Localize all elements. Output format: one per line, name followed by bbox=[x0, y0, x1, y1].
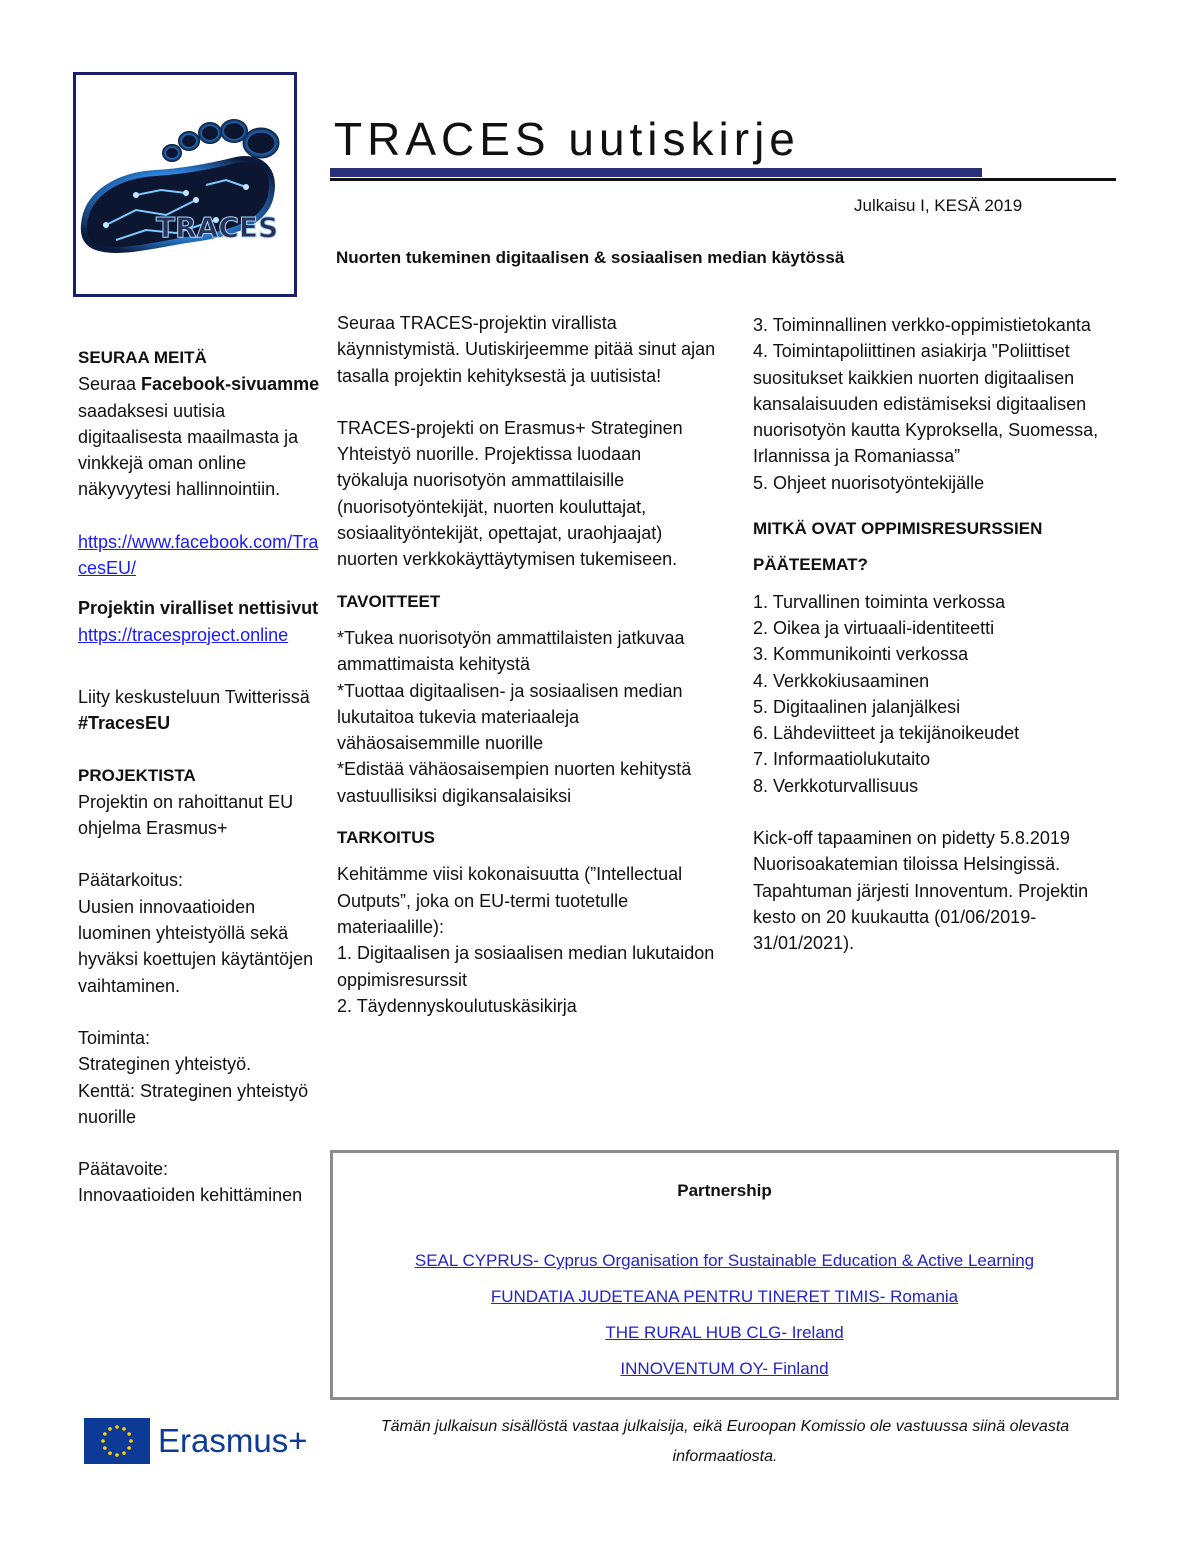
title-accent-bar bbox=[330, 168, 982, 177]
purpose-heading: TARKOITUS bbox=[337, 828, 435, 848]
follow-heading: SEURAA MEITÄ bbox=[78, 348, 207, 367]
themes-heading-2: PÄÄTEEMAT? bbox=[753, 555, 868, 575]
right-column bbox=[753, 312, 1123, 957]
facebook-link[interactable]: https://www.facebook.com/TracesEU/ bbox=[78, 531, 319, 579]
eu-star-icon bbox=[122, 1427, 126, 1431]
title-rule bbox=[330, 178, 1116, 181]
sidebar bbox=[78, 345, 323, 1209]
partner-link-fundatia[interactable]: FUNDATIA JUDETEANA PENTRU TINERET TIMIS- Romania bbox=[490, 1287, 959, 1306]
twitter-text: Liity keskusteluun Twitterissä #TracesEU bbox=[78, 686, 310, 734]
disclaimer: Tämän julkaisun sisällöstä vastaa julkaisija, eikä Euroopan Komissio ole vastuussa siinä olevasta informaatiosta. bbox=[380, 1418, 1070, 1465]
intro-text: Seuraa TRACES-projektin virallista käynnistymistä. Uutiskirjeemme pitää sinut ajan tasalla projektin kehityksestä ja uutisista! bbox=[337, 313, 716, 386]
theme-item: 8. Verkkoturvallisuus bbox=[753, 775, 919, 796]
partner-link-seal-cyprus[interactable]: SEAL CYPRUS- Cyprus Organisation for Sustainable Education & Active Learning bbox=[414, 1251, 1035, 1270]
partner-link-rural-hub[interactable]: THE RURAL HUB CLG- Ireland bbox=[605, 1323, 844, 1342]
theme-item: 4. Verkkokiusaaminen bbox=[753, 670, 930, 691]
facebook-highlight: Facebook-sivuamme bbox=[141, 374, 320, 395]
eu-star-icon bbox=[101, 1439, 105, 1443]
goal-item: *Edistää vähäosaisempien nuorten kehitystä vastuullisiksi digikansalaisiksi bbox=[337, 759, 692, 806]
themes-heading: MITKÄ OVAT OPPIMISRESURSSIEN bbox=[753, 519, 1043, 539]
twitter-hashtag: #TracesEU bbox=[78, 713, 171, 734]
logo-text: TRACES bbox=[156, 211, 279, 244]
about-text: TRACES-projekti on Erasmus+ Strateginen Yhteistyö nuorille. Projektissa luodaan työkaluja nuorisotyön ammattilaisille (nuorisotyöntekijät, nuorten kouluttajat, sosiaalityöntekijät, opettajat, uraohjaajat) nuorten verkkokäyttäytymisen tukemiseen. bbox=[337, 417, 683, 570]
goal-item: *Tukea nuorisotyön ammattilaisten jatkuvaa ammattimaista kehitystä bbox=[337, 627, 685, 675]
main-goal-label: Päätarkoitus: bbox=[78, 870, 184, 891]
eu-star-icon bbox=[127, 1446, 131, 1450]
theme-item: 1. Turvallinen toiminta verkossa bbox=[753, 591, 1006, 612]
newsletter-subtitle: Nuorten tukeminen digitaalisen & sosiaalisen median käytössä bbox=[336, 248, 845, 267]
website-label: Projektin viralliset nettisivut bbox=[78, 598, 319, 619]
theme-item: 3. Kommunikointi verkossa bbox=[753, 644, 969, 665]
output-item: 3. Toiminnallinen verkko-oppimistietokanta bbox=[753, 315, 1091, 335]
output-item: 1. Digitaalisen ja sosiaalisen median lukutaidon oppimisresurssit bbox=[337, 943, 715, 990]
goal-item: *Tuottaa digitaalisen- ja sosiaalisen median lukutaitoa tukevia materiaaleja vähäosaisemmille nuorille bbox=[337, 680, 683, 754]
partnership-title: Partnership bbox=[677, 1181, 772, 1200]
main-aim-label: Päätavoite: bbox=[78, 1159, 169, 1180]
eu-star-icon bbox=[103, 1432, 107, 1436]
website-link[interactable]: https://tracesproject.online bbox=[78, 624, 289, 645]
output-item: 4. Toimintapoliittinen asiakirja ”Poliittiset suositukset kaikkien nuorten digitaalisen kansalaisuuden edistämiseksi digitaalisen nuorisotyön kautta Kyproksella, Suomessa, Irlannissa ja Romaniassa” bbox=[753, 341, 1099, 467]
eu-star-icon bbox=[103, 1446, 107, 1450]
eu-star-icon bbox=[108, 1451, 112, 1455]
output-item: 2. Täydennyskoulutuskäsikirja bbox=[337, 995, 577, 1016]
theme-item: 2. Oikea ja virtuaali-identiteetti bbox=[753, 617, 995, 638]
eu-star-icon bbox=[108, 1427, 112, 1431]
theme-item: 6. Lähdeviitteet ja tekijänoikeudet bbox=[753, 723, 1020, 744]
main-goal-text: Uusien innovaatioiden luominen yhteistyöllä sekä hyväksi koettujen käytäntöjen vaihtaminen. bbox=[78, 896, 314, 996]
newsletter-title: TRACES uutiskirje bbox=[334, 113, 800, 165]
middle-column bbox=[337, 310, 717, 1019]
main-aim-text: Innovaatioiden kehittäminen bbox=[78, 1185, 303, 1206]
partner-link-innoventum[interactable]: INNOVENTUM OY- Finland bbox=[620, 1359, 829, 1378]
eu-star-icon bbox=[115, 1453, 119, 1457]
theme-item: 5. Digitaalinen jalanjälkesi bbox=[753, 696, 961, 717]
project-text: Projektin on rahoittanut EU ohjelma Erasmus+ bbox=[78, 791, 294, 839]
output-item: 5. Ohjeet nuorisotyöntekijälle bbox=[753, 472, 985, 493]
eu-star-icon bbox=[122, 1451, 126, 1455]
action-text: Strateginen yhteistyö. bbox=[78, 1054, 252, 1075]
footprint-icon bbox=[76, 75, 294, 294]
issue-info: Julkaisu I, KESÄ 2019 bbox=[854, 196, 1023, 215]
traces-logo bbox=[73, 72, 297, 297]
eu-star-icon bbox=[115, 1425, 119, 1429]
purpose-intro: Kehitämme viisi kokonaisuutta (”Intellectual Outputs”, joka on EU-termi tuotetulle materiaalille): bbox=[337, 864, 683, 937]
partnership-box bbox=[330, 1150, 1119, 1400]
eu-star-icon bbox=[129, 1439, 133, 1443]
eu-star-icon bbox=[127, 1432, 131, 1436]
project-heading: PROJEKTISTA bbox=[78, 765, 196, 785]
theme-item: 7. Informaatiolukutaito bbox=[753, 749, 931, 770]
erasmus-logo bbox=[84, 1418, 308, 1466]
follow-text: Seuraa Facebook-sivuamme saadaksesi uutisia digitaalisesta maailmasta ja vinkkejä oman online näkyvyytesi hallinnointiin. bbox=[78, 374, 320, 500]
kickoff-text: Kick-off tapaaminen on pidetty 5.8.2019 Nuorisoakatemian tiloissa Helsingissä. Tapahtuman järjesti Innoventum. Projektin kesto on 20 kuukautta (01/06/2019-31/01/2021). bbox=[753, 828, 1089, 954]
field-text: Kenttä: Strateginen yhteistyö nuorille bbox=[78, 1080, 309, 1127]
action-label: Toiminta: bbox=[78, 1027, 151, 1048]
erasmus-label: Erasmus+ bbox=[158, 1422, 308, 1459]
goals-heading: TAVOITTEET bbox=[337, 591, 441, 611]
